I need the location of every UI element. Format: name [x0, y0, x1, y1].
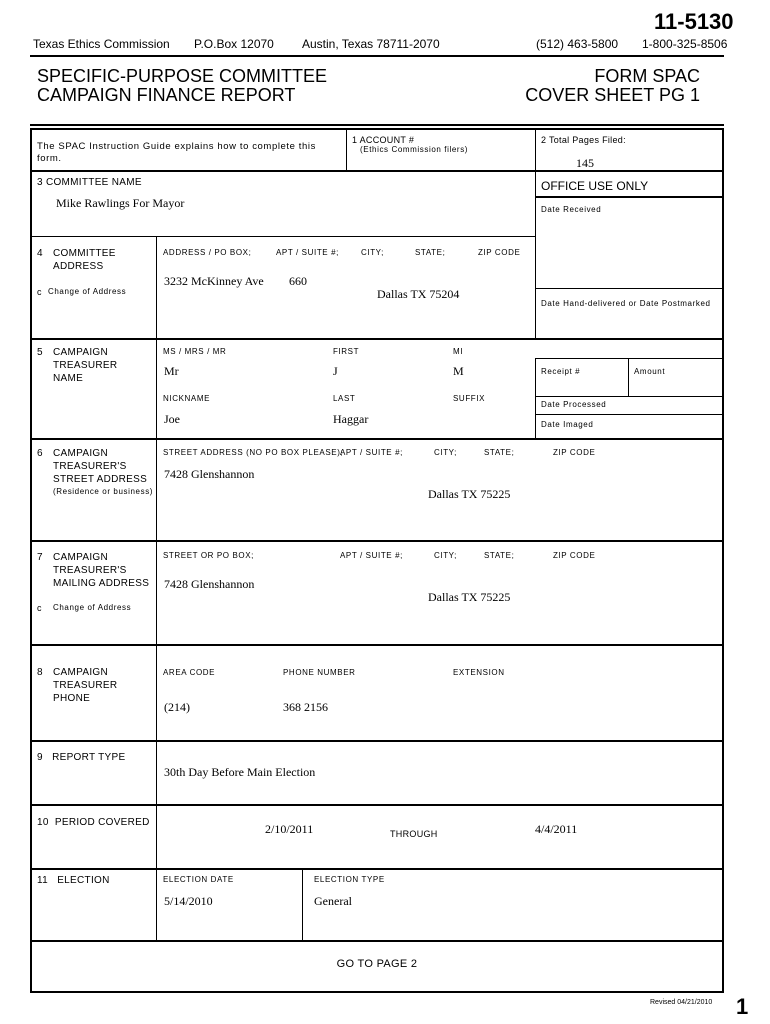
treasurer-mailing-street-value[interactable]: 7428 Glenshannon [164, 577, 255, 591]
account-label: 1 ACCOUNT # [352, 135, 415, 145]
change-of-address-label: Change of Address [48, 287, 127, 296]
divider [30, 940, 724, 942]
divider [535, 358, 536, 438]
treasurer-street-num: 6 [37, 448, 43, 459]
col-apt: APT / SUITE #; [340, 551, 403, 560]
treasurer-phone-label: CAMPAIGN TREASURER PHONE [53, 667, 118, 704]
agency-name: Texas Ethics Commission [33, 37, 170, 51]
date-received-label: Date Received [541, 205, 602, 214]
election-label: 11 ELECTION [37, 875, 110, 886]
divider [156, 338, 157, 438]
date-imaged-label: Date Imaged [541, 420, 594, 429]
divider [302, 868, 303, 940]
divider [156, 868, 157, 940]
treasurer-nickname-value[interactable]: Joe [164, 412, 180, 426]
treasurer-mailing-label: CAMPAIGN TREASURER'S MAILING ADDRESS [53, 552, 150, 589]
agency-city: Austin, Texas 78711-2070 [302, 37, 440, 51]
office-use-title: OFFICE USE ONLY [541, 179, 649, 193]
revised-date: Revised 04/21/2010 [650, 999, 713, 1006]
treasurer-area-code-value[interactable]: (214) [164, 700, 190, 714]
treasurer-street-sub: (Residence or business) [53, 487, 154, 496]
divider [30, 868, 724, 870]
col-extension: EXTENSION [453, 668, 505, 677]
committee-address-num: 4 [37, 248, 43, 259]
period-covered-label: 10 PERIOD COVERED [37, 817, 150, 828]
col-apt: APT / SUITE #; [340, 448, 403, 457]
form-code-line1: FORM SPAC [594, 66, 700, 86]
amount-label: Amount [634, 367, 666, 376]
divider [156, 804, 157, 868]
divider [535, 196, 724, 198]
agency-toll-free: 1-800-325-8506 [642, 37, 728, 51]
title-bottom-rule [30, 124, 724, 126]
col-last: LAST [333, 394, 356, 403]
committee-city-state-zip-value[interactable]: Dallas TX 75204 [377, 287, 460, 301]
form-title-line1: SPECIFIC-PURPOSE COMMITTEE [37, 66, 328, 86]
col-zip: ZIP CODE [553, 551, 596, 560]
mailing-change-checkbox[interactable]: c [37, 603, 42, 613]
divider [535, 358, 724, 359]
divider [30, 338, 724, 340]
date-processed-label: Date Processed [541, 400, 607, 409]
period-through-label: THROUGH [390, 829, 438, 839]
col-state: STATE; [415, 248, 446, 257]
col-first: FIRST [333, 347, 360, 356]
treasurer-name-label: CAMPAIGN TREASURER NAME [53, 347, 118, 384]
col-zip: ZIP CODE [553, 448, 596, 457]
divider [156, 740, 157, 804]
treasurer-phone-num: 8 [37, 667, 43, 678]
treasurer-mailing-city-value[interactable]: Dallas TX 75225 [428, 590, 511, 604]
col-city: CITY; [361, 248, 384, 257]
divider [156, 236, 157, 338]
divider [30, 740, 724, 742]
change-of-address-checkbox[interactable]: c [37, 287, 42, 297]
committee-name-value[interactable]: Mike Rawlings For Mayor [56, 196, 185, 210]
divider [30, 540, 724, 542]
divider [30, 644, 724, 646]
treasurer-title-value[interactable]: Mr [164, 364, 179, 378]
instructions-text: The SPAC Instruction Guide explains how to complete this form. [37, 141, 316, 164]
total-pages-label: 2 Total Pages Filed: [541, 135, 626, 145]
col-suffix: SUFFIX [453, 394, 486, 403]
col-address: ADDRESS / PO BOX; [163, 248, 252, 257]
divider [156, 644, 157, 740]
col-election-date: ELECTION DATE [163, 875, 234, 884]
col-mi: MI [453, 347, 464, 356]
divider [346, 128, 347, 170]
col-city: CITY; [434, 551, 457, 560]
col-street-address: STREET ADDRESS (NO PO BOX PLEASE); [163, 448, 344, 457]
divider [30, 170, 724, 172]
committee-street-value[interactable]: 3232 McKinney Ave [164, 274, 264, 288]
report-type-value[interactable]: 30th Day Before Main Election [164, 765, 316, 779]
report-type-label: 9 REPORT TYPE [37, 752, 126, 763]
committee-address-label: COMMITTEE ADDRESS [53, 248, 116, 272]
page-number: 1 [736, 994, 749, 1019]
divider [535, 128, 536, 338]
committee-apt-value[interactable]: 660 [289, 274, 307, 288]
col-election-type: ELECTION TYPE [314, 875, 385, 884]
account-sublabel: (Ethics Commission filers) [360, 145, 469, 154]
col-state: STATE; [484, 448, 515, 457]
election-date-value[interactable]: 5/14/2010 [164, 894, 213, 908]
treasurer-street-label: CAMPAIGN TREASURER'S STREET ADDRESS [53, 448, 148, 485]
col-area-code: AREA CODE [163, 668, 216, 677]
treasurer-phone-value[interactable]: 368 2156 [283, 700, 328, 714]
treasurer-mailing-num: 7 [37, 552, 43, 563]
col-zip: ZIP CODE [478, 248, 521, 257]
agency-phone: (512) 463-5800 [536, 37, 619, 51]
form-number: 11-5130 [654, 9, 734, 34]
divider [30, 236, 536, 237]
total-pages-value[interactable]: 145 [576, 156, 594, 170]
col-city: CITY; [434, 448, 457, 457]
divider [30, 804, 724, 806]
title-top-rule [30, 55, 724, 57]
period-to-value[interactable]: 4/4/2011 [535, 822, 578, 836]
mailing-change-label: Change of Address [53, 603, 132, 612]
col-phone-number: PHONE NUMBER [283, 668, 356, 677]
date-hand-delivered-label: Date Hand-delivered or Date Postmarked [541, 299, 711, 308]
committee-name-label: 3 COMMITTEE NAME [37, 177, 142, 188]
treasurer-last-value[interactable]: Haggar [333, 412, 369, 426]
divider [535, 288, 724, 289]
treasurer-first-value[interactable]: J [333, 364, 338, 378]
election-type-value[interactable]: General [314, 894, 352, 908]
form-code-line2: COVER SHEET PG 1 [525, 85, 700, 105]
divider [156, 438, 157, 540]
col-apt: APT / SUITE #; [276, 248, 339, 257]
form-title-line2: CAMPAIGN FINANCE REPORT [37, 85, 296, 105]
period-from-value[interactable]: 2/10/2011 [265, 822, 314, 836]
treasurer-street-value[interactable]: 7428 Glenshannon [164, 467, 255, 481]
treasurer-name-num: 5 [37, 347, 43, 358]
col-street: STREET OR PO BOX; [163, 551, 254, 560]
divider [535, 414, 724, 415]
col-title: MS / MRS / MR [163, 347, 227, 356]
treasurer-mi-value[interactable]: M [453, 364, 464, 378]
divider [156, 540, 157, 644]
go-to-page-2[interactable]: GO TO PAGE 2 [336, 958, 418, 970]
divider [535, 396, 724, 397]
agency-po-box: P.O.Box 12070 [194, 37, 274, 51]
divider [628, 358, 629, 396]
treasurer-street-city-value[interactable]: Dallas TX 75225 [428, 487, 511, 501]
divider [30, 438, 724, 440]
receipt-label: Receipt # [541, 367, 581, 376]
col-nickname: NICKNAME [163, 394, 211, 403]
col-state: STATE; [484, 551, 515, 560]
